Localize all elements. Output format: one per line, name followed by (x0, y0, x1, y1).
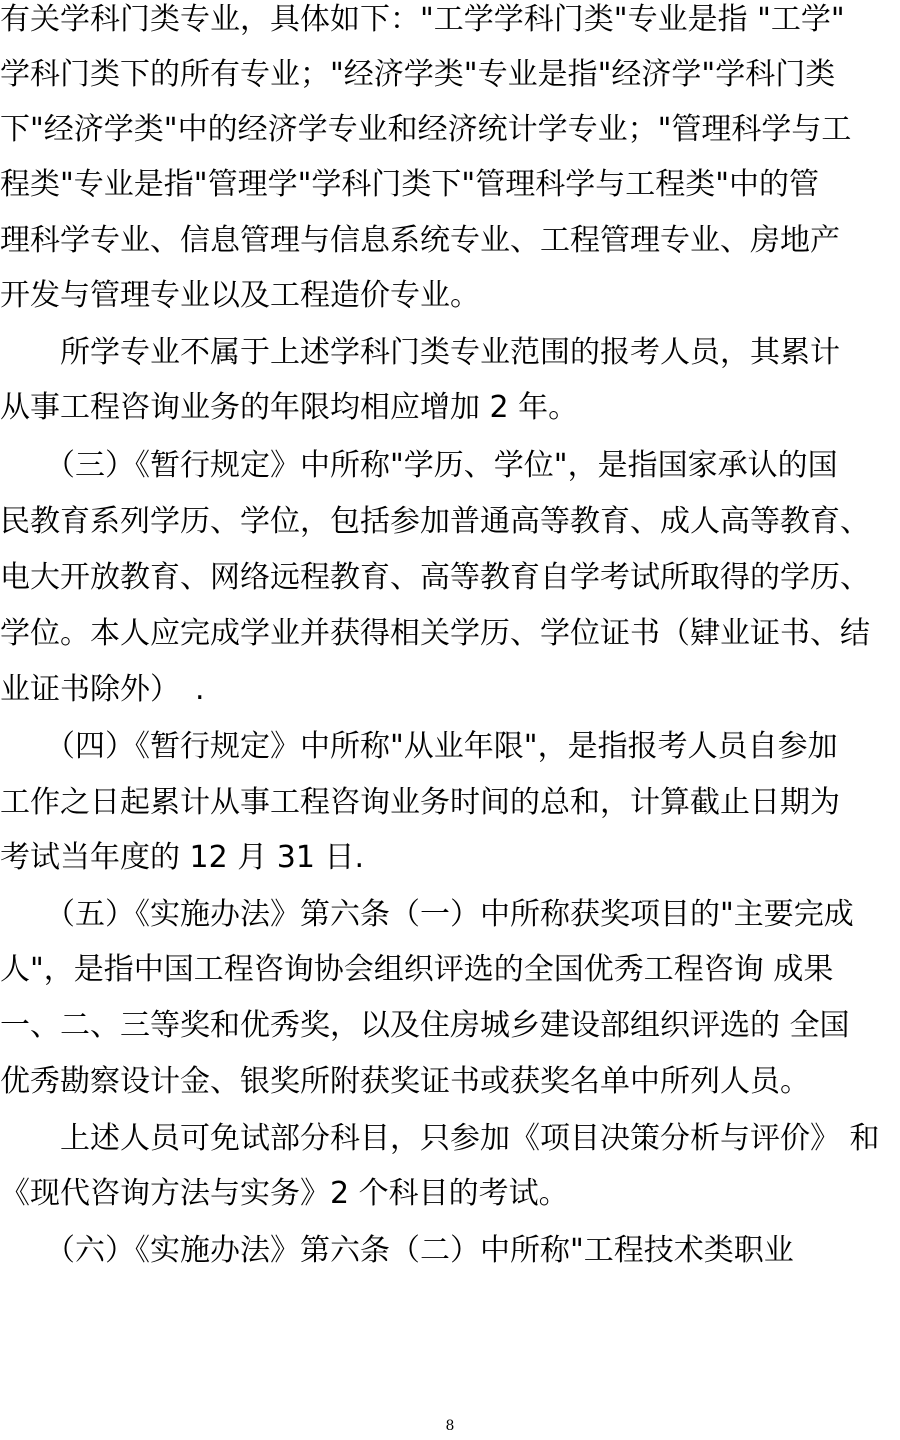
text-line: 《现代咨询方法与实务》2 个科目的考试。 (0, 1176, 569, 1211)
text-line: 民教育系列学历、学位，包括参加普通高等教育、成人高等教育、 (0, 504, 870, 539)
text-line: 优秀勘察设计金、银奖所附获奖证书或获奖名单中所列人员。 (0, 1064, 810, 1099)
text-line: 学科门类下的所有专业；"经济学类"专业是指"经济学"学科门类 (0, 57, 836, 92)
text-line: 下"经济学类"中的经济学专业和经济统计学专业；"管理科学与工 (0, 112, 852, 147)
text-line: 人"，是指中国工程咨询协会组织评选的全国优秀工程咨询 成果 (0, 952, 834, 987)
text-line: 考试当年度的 12 月 31 日. (0, 840, 365, 875)
text-line: 工作之日起累计从事工程咨询业务时间的总和，计算截止日期为 (0, 785, 840, 820)
text-line: 电大开放教育、网络远程教育、高等教育自学考试所取得的学历、 (0, 560, 870, 595)
text-line: 业证书除外） . (0, 672, 205, 707)
text-line: （四）《暂行规定》中所称"从业年限"，是指报考人员自参加 (0, 729, 838, 764)
text-line: （五）《实施办法》第六条（一）中所称获奖项目的"主要完成 (0, 897, 854, 932)
text-line: 所学专业不属于上述学科门类专业范围的报考人员，其累计 (0, 335, 840, 370)
page-number: 8 (445, 1418, 455, 1434)
text-line: （六）《实施办法》第六条（二）中所称"工程技术类职业 (0, 1233, 794, 1268)
text-line: 学位。本人应完成学业并获得相关学历、学位证书（肄业证书、结 (0, 616, 870, 651)
text-line: 一、二、三等奖和优秀奖，以及住房城乡建设部组织评选的 全国 (0, 1008, 850, 1043)
text-line: 上述人员可免试部分科目，只参加《项目决策分析与评价》 和 (0, 1121, 880, 1156)
text-line: 理科学专业、信息管理与信息系统专业、工程管理专业、房地产 (0, 223, 840, 258)
text-line: （三）《暂行规定》中所称"学历、学位"，是指国家承认的国 (0, 448, 838, 483)
text-line: 开发与管理专业以及工程造价专业。 (0, 278, 480, 313)
text-line: 程类"专业是指"管理学"学科门类下"管理科学与工程类"中的管 (0, 167, 819, 202)
text-line: 从事工程咨询业务的年限均相应增加 2 年。 (0, 390, 579, 425)
text-line: 有关学科门类专业，具体如下："工学学科门类"专业是指 "工学" (0, 2, 845, 37)
